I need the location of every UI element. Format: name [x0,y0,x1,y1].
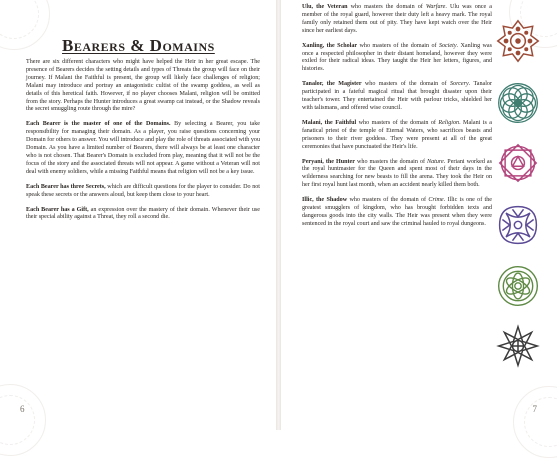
left-text-column [26,59,260,229]
gift-body: an expression over the mastery of their domain. Whenever their use their special ability against a Threat, they roll a second die. [26,206,260,221]
crime-emblem-icon [495,323,541,369]
bearer-intro: who masters of the domain of [361,81,450,88]
bearer-description: . Ulu was once a member of the royal guard, however their duty left a heavy mark. The royal family only retained them out of pity. They have kept watch over the Heir since her earliest days. [302,4,492,34]
bearer-intro: who masters of the domain of [347,197,429,204]
bearer-intro: who masters the domain of [354,158,428,165]
bearer-description: . Malani is a fanatical priest of the temple of Eternal Waters, who sacrifices beasts and prisoners to their river goddess. They were present at all of the great ceremonies that have punctuated the Heir's life. [302,119,492,150]
society-emblem-icon [495,80,541,126]
bearer-entry [302,81,492,113]
gift-lead: Each Bearer has a Gift, [26,206,89,213]
bearer-description: . Xanling was once a respected philosopher in their distant homeland, however they were exiled for their radical ideas. They taught the Heir her letters, figures, and histories. [302,42,492,73]
bearer-intro: who masters of the domain of [356,119,439,126]
bearer-intro: who masters of the domain of [357,42,439,49]
secrets-lead: Each Bearer has three Secrets, [26,183,106,190]
bearer-description: . Tanalor participated in a fateful magical ritual that brought disaster upon their teacher's tower. They entertained the Heir with parlour tricks, shielded her with talismans, and offered wise council. [302,81,492,111]
bearer-description: . Periani worked as the royal huntmaster for the Queen and spent most of their days in the wilderness searching for new beasts to fill the arena. They took the Heir on her first royal hunt last month, when an accident nearly killed them both. [302,158,492,189]
warfare-emblem-icon [495,18,541,64]
sorcery-emblem-icon [495,140,541,186]
domains-lead: Each Bearer is the master of one of the Domains. [26,121,171,128]
bearer-domain: Crime [428,197,444,204]
page-title: Bearers & Domains [62,36,215,55]
left-page [0,0,276,430]
religion-emblem-icon [495,202,541,248]
bearer-name: Illic, the Shadow [302,197,348,204]
secrets-body: which are difficult questions for the player to consider. Do not speak these secrets or the answers aloud, but keep them close to your heart. [26,183,260,198]
bearer-description: . Illic is one of the greatest smugglers of kingdom, who has brought forbidden texts and dangerous goods into the city walls. The Heir was present when they were sentenced in the royal court and saw the criminal hauled to royal dungeons. [302,197,492,227]
domains-paragraph [26,121,260,176]
right-text-column [302,4,492,236]
bearer-entry [302,4,492,36]
bearer-domain: Society [438,42,457,49]
bearer-name: Xanling, the Scholar [302,42,358,49]
page-number: 7 [532,404,537,414]
bearer-intro: who masters the domain of [347,4,426,10]
bearer-domain: Nature [427,158,444,165]
bearer-entry [302,43,492,75]
corner-ornament-icon [0,0,50,50]
bearer-name: Peryani, the Hunter [302,158,355,165]
bearer-entry [302,159,492,191]
secrets-paragraph [26,184,260,200]
bearer-entry [302,197,492,229]
bearer-domain: Sorcery [449,81,469,88]
bearer-domain: Religion [438,119,460,126]
nature-emblem-icon [495,263,541,309]
gift-paragraph [26,207,260,223]
bearer-name: Tanalor, the Magister [302,81,362,88]
intro-paragraph: There are six different characters who might have helped the Heir in her great escape. The presence of Bearers decides the setting details and types of Threats the group will face on their journey. If Malani the Faithful is present, the group will likely face challenges of religion; Malani may introduce and portray an antagonistic cultist of the swamp goddess, as well as details of this heretical faith. However, if no player chooses Malani, religion will be omitted from the story. Perhaps the Hunter introduces a great swamp cat instead, or the Shadow reveals the secret smuggling route through the mire? [26,59,260,113]
corner-ornament-icon [513,386,557,458]
bearer-domain: Warfare [425,4,446,10]
bearer-entry [302,120,492,152]
corner-ornament-icon [0,384,46,456]
page-number: 6 [20,404,25,414]
bearer-name: Malani, the Faithful [302,119,357,126]
domains-body: By selecting a Bearer, you take responsibility for managing their domain. As a player, you raise questions concerning your Domain for others to answer. You will introduce and play the role of threats associated with you Domain. As you have a limited number of Bearers, there will always be at least one character who is not chosen. That Bearer's Domain is excluded from play, meaning that it will not be the focus of the story and the associated threats will not appear. A game without a Veteran will not deal with enemy soldiers, while a missing Faithful means that religion will not be a key issue. [26,121,261,175]
bearer-name: Ulu, the Veteran [302,4,348,10]
